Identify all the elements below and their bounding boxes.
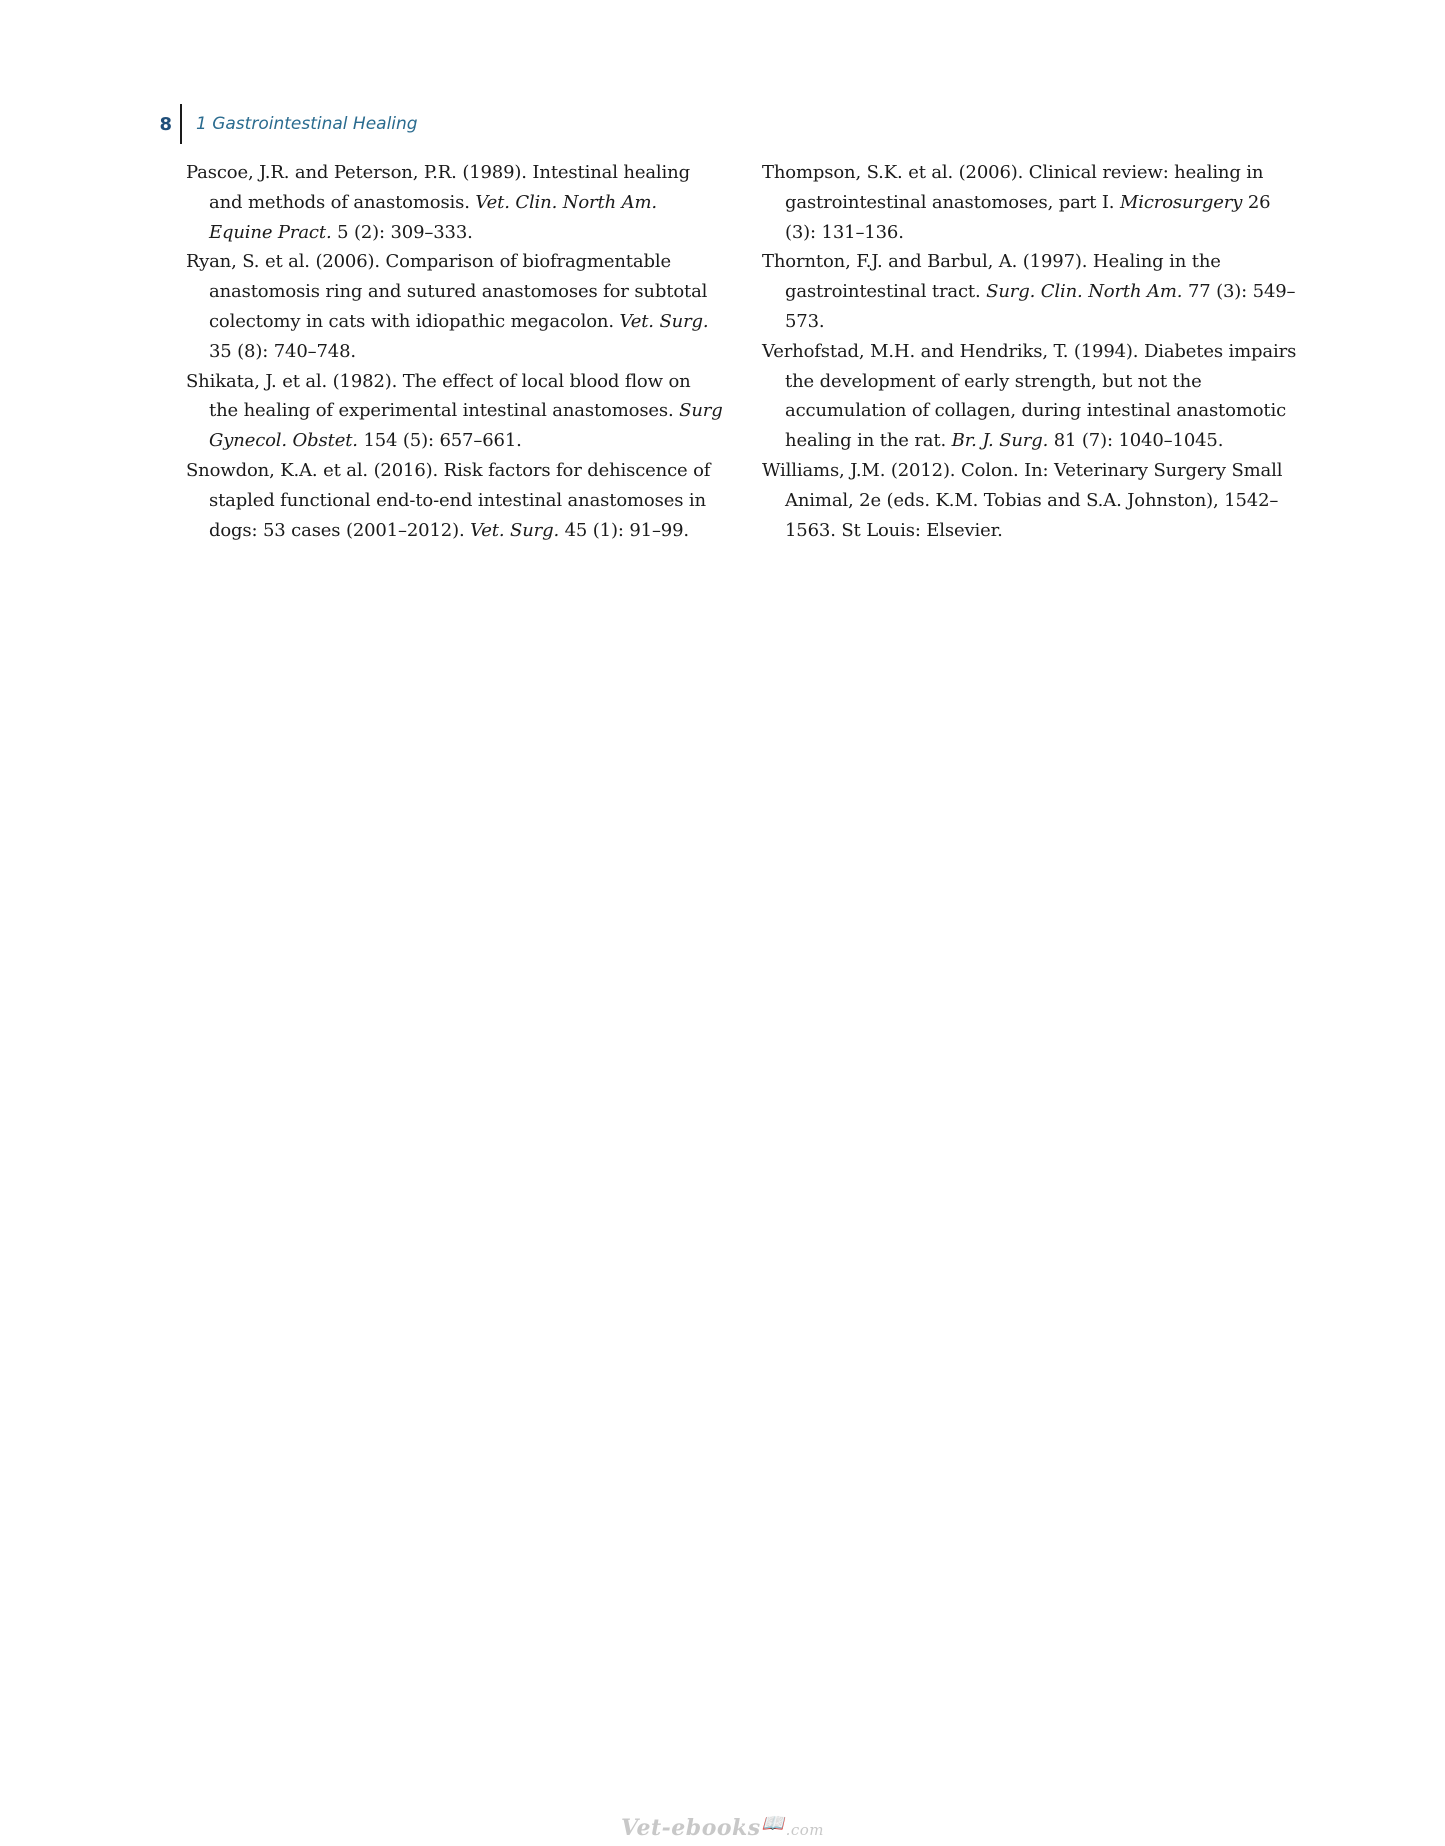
reference-text: Shikata, J. et al. (1982). The effect of local blood flow on the healing of experimental intestinal anastomoses. (186, 370, 691, 422)
reference-column-right (762, 158, 1300, 545)
reference-text: 154 (5): 657–661. (357, 430, 522, 452)
reference-journal: Surg. Clin. North Am. (986, 281, 1183, 303)
reference-text: 81 (7): 1040–1045. (1048, 430, 1224, 452)
reference-text: 77 (3): 549–573. (785, 281, 1296, 332)
reference-text: Snowdon, K.A. et al. (2016). Risk factors for dehiscence of stapled functional end-to-end intestinal anastomoses in dogs: 53 cases (2001–2012). (186, 459, 711, 541)
reference-journal: Vet. Surg. (619, 310, 709, 332)
chapter-title: 1 Gastrointestinal Healing (196, 114, 418, 134)
reference-text: Ryan, S. et al. (2006). Comparison of biofragmentable anastomosis ring and sutured anastomoses for subtotal colectomy in cats with idiopathic megacolon. (186, 251, 708, 332)
reference-text: 5 (2): 309–333. (331, 221, 473, 243)
reference-text: Verhofstad, M.H. and Hendriks, T. (1994). Diabetes impairs the development of early strength, but not the accumulation of collagen, during intestinal anastomotic healing in the rat. (762, 340, 1297, 452)
reference-text: 45 (1): 91–99. (559, 519, 689, 541)
reference-entry (186, 456, 724, 545)
reference-text: 35 (8): 740–748. (209, 340, 356, 362)
reference-entry (762, 456, 1300, 545)
reference-text: Williams, J.M. (2012). Colon. In: Veterinary Surgery Small Animal, 2e (eds. K.M. Tobias and S.A. Johnston), 1542–1563. St Louis: Elsevier. (762, 459, 1283, 541)
running-head (150, 104, 418, 144)
watermark (0, 1813, 1445, 1841)
watermark-text: Vet-ebooks (620, 1815, 761, 1841)
reference-entry (186, 367, 724, 456)
reference-entry (762, 247, 1300, 336)
open-book-icon: 📖 (761, 1813, 785, 1834)
reference-entry (762, 337, 1300, 456)
reference-journal: Vet. Clin. North Am. Equine Pract. (209, 191, 657, 243)
reference-list (186, 158, 1300, 545)
reference-column-left (186, 158, 724, 545)
reference-entry (762, 158, 1300, 247)
reference-text: Thornton, F.J. and Barbul, A. (1997). Healing in the gastrointestinal tract. (762, 251, 1221, 303)
reference-entry (186, 158, 724, 247)
watermark-suffix: .com (785, 1821, 825, 1839)
reference-text: Thompson, S.K. et al. (2006). Clinical review: healing in gastrointestinal anastomoses, part I. (762, 162, 1264, 213)
reference-entry (186, 247, 724, 366)
reference-text: 26 (3): 131–136. (785, 191, 1271, 243)
reference-journal: Microsurgery (1119, 191, 1243, 213)
reference-journal: Br. J. Surg. (951, 430, 1049, 452)
page-number: 8 (159, 113, 172, 135)
reference-text: Pascoe, J.R. and Peterson, P.R. (1989). Intestinal healing and methods of anastomosis. (186, 162, 690, 213)
reference-journal: Surg Gynecol. Obstet. (209, 400, 723, 452)
header-rule (180, 104, 182, 144)
reference-journal: Vet. Surg. (470, 519, 560, 541)
